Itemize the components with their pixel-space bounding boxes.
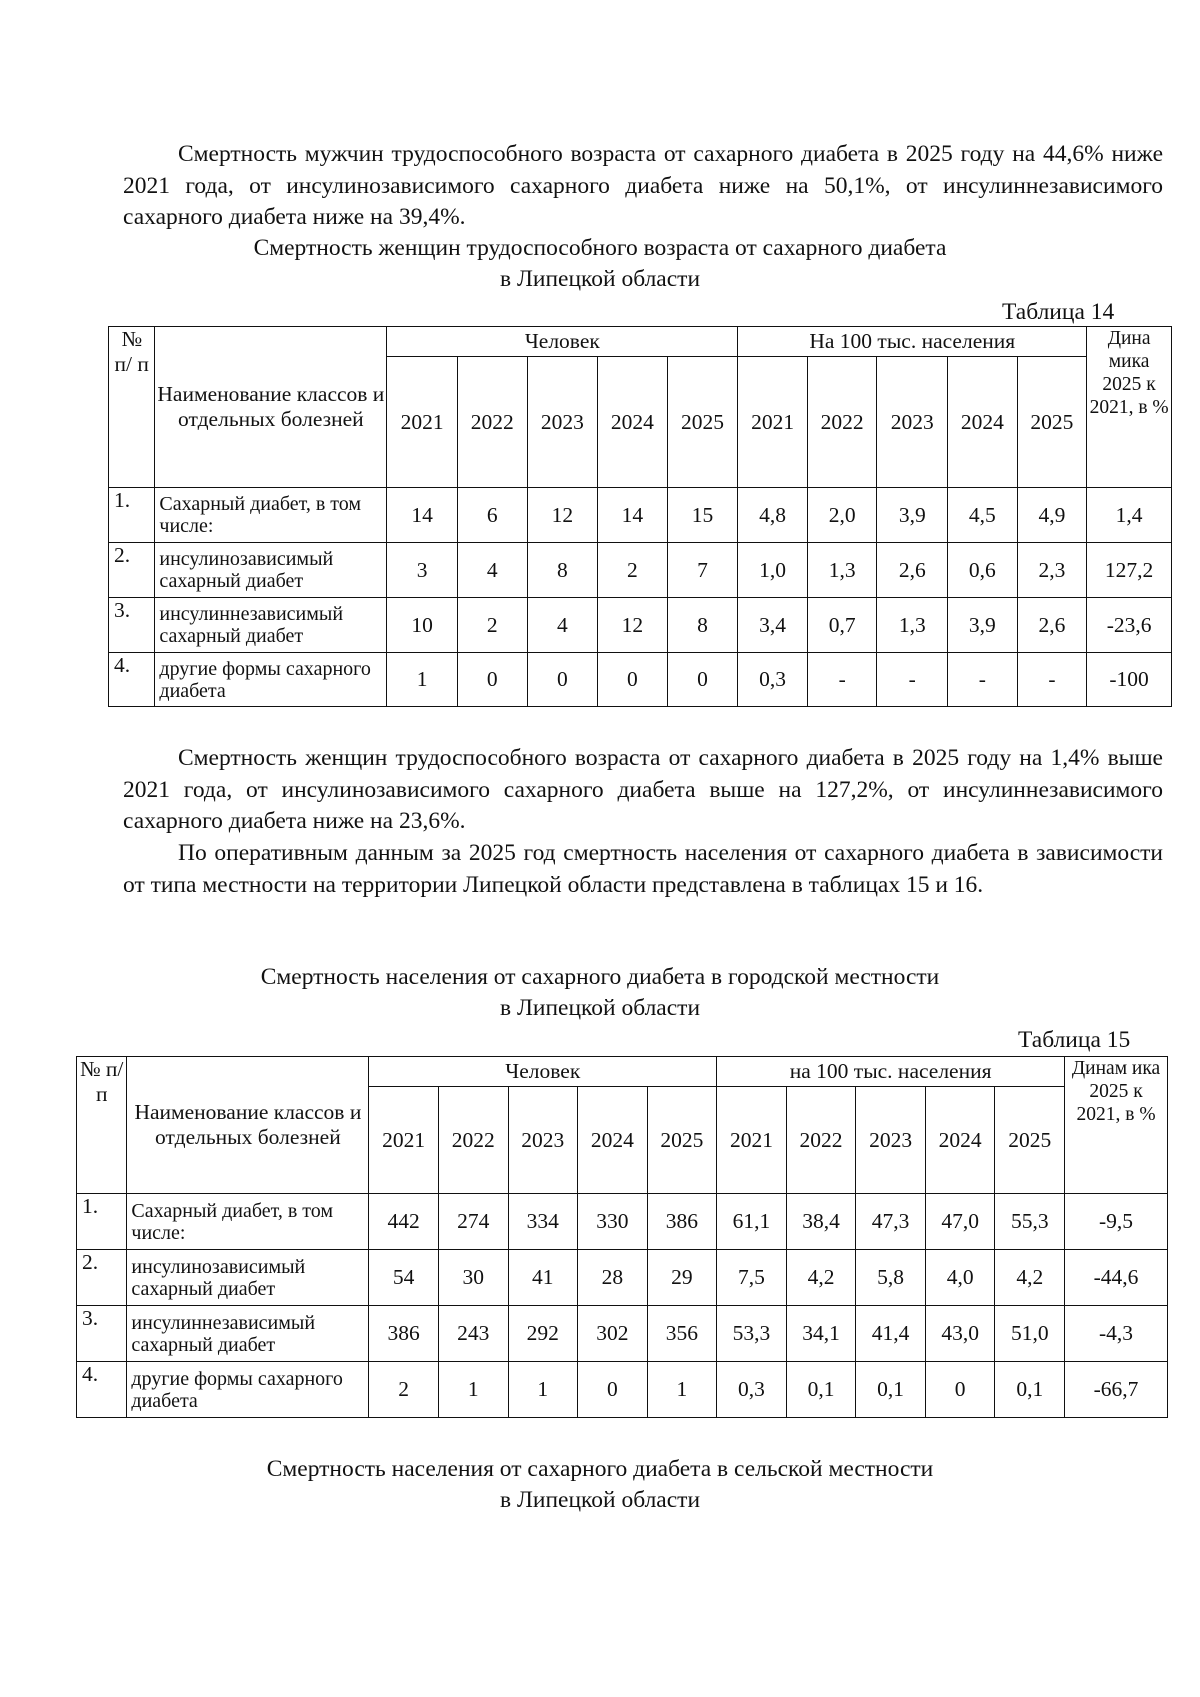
row-name: инсулиннезависимый сахарный диабет — [127, 1306, 369, 1362]
cell-people: 4 — [457, 543, 527, 598]
row-name: другие формы сахарного диабета — [155, 653, 387, 707]
cell-people: 334 — [508, 1194, 578, 1250]
cell-rate: 4,0 — [925, 1250, 995, 1306]
cell-people: 4 — [527, 598, 598, 653]
cell-people: 0 — [527, 653, 598, 707]
table15-caption-line1: Смертность населения от сахарного диабета в городской местности — [260, 964, 940, 990]
table14-header-per100k: На 100 тыс. населения — [738, 327, 1087, 357]
table-row — [77, 1306, 1168, 1362]
cell-dynamics: -44,6 — [1065, 1250, 1168, 1306]
cell-dynamics: -4,3 — [1065, 1306, 1168, 1362]
table14-year-rate: 2021 — [738, 357, 808, 488]
cell-rate: 2,0 — [807, 488, 877, 543]
cell-rate: 0,3 — [717, 1362, 787, 1418]
cell-rate: 0,1 — [995, 1362, 1065, 1418]
row-number: 3. — [109, 598, 155, 653]
table15-year-rate: 2021 — [717, 1087, 787, 1194]
cell-dynamics: -23,6 — [1087, 598, 1172, 653]
table15-year-people: 2025 — [647, 1087, 717, 1194]
cell-rate: 0,1 — [856, 1362, 926, 1418]
table14-label: Таблица 14 — [1002, 299, 1115, 325]
table14-caption-line2: в Липецкой области — [499, 266, 701, 292]
cell-people: 2 — [457, 598, 527, 653]
cell-rate: 51,0 — [995, 1306, 1065, 1362]
cell-rate: 43,0 — [925, 1306, 995, 1362]
cell-people: 0 — [457, 653, 527, 707]
cell-dynamics: -9,5 — [1065, 1194, 1168, 1250]
cell-people: 1 — [647, 1362, 717, 1418]
table-row — [109, 653, 1172, 707]
row-number: 4. — [109, 653, 155, 707]
table15-year-people: 2024 — [578, 1087, 648, 1194]
cell-rate: 1,3 — [807, 543, 877, 598]
cell-people: 330 — [578, 1194, 648, 1250]
cell-people: 274 — [438, 1194, 508, 1250]
cell-people: 1 — [438, 1362, 508, 1418]
table15-year-rate: 2022 — [786, 1087, 856, 1194]
table14-header-dynamics: Дина мика 2025 к 2021, в % — [1087, 327, 1172, 488]
table-row — [77, 1194, 1168, 1250]
cell-people: 1 — [387, 653, 458, 707]
cell-rate: 4,5 — [948, 488, 1018, 543]
cell-rate: 0,7 — [807, 598, 877, 653]
table-row — [109, 488, 1172, 543]
table-row — [77, 1362, 1168, 1418]
cell-rate: 1,3 — [877, 598, 948, 653]
cell-people: 0 — [578, 1362, 648, 1418]
table15-header-dynamics: Динам ика 2025 к 2021, в % — [1065, 1057, 1168, 1194]
table14-year-people: 2022 — [457, 357, 527, 488]
cell-people: 30 — [438, 1250, 508, 1306]
paragraph-women-mortality — [123, 743, 1163, 838]
table-row — [109, 543, 1172, 598]
cell-people: 29 — [647, 1250, 717, 1306]
cell-people: 2 — [598, 543, 668, 598]
row-number: 1. — [109, 488, 155, 543]
table16-caption-line1: Смертность населения от сахарного диабета в сельской местности — [266, 1456, 934, 1482]
row-number: 2. — [77, 1250, 127, 1306]
row-name: инсулиннезависимый сахарный диабет — [155, 598, 387, 653]
table15-header-per100k: на 100 тыс. населения — [717, 1057, 1065, 1087]
cell-people: 10 — [387, 598, 458, 653]
cell-people: 14 — [598, 488, 668, 543]
table15-year-people: 2023 — [508, 1087, 578, 1194]
cell-people: 3 — [387, 543, 458, 598]
table14-year-people: 2023 — [527, 357, 598, 488]
table15-year-people: 2022 — [438, 1087, 508, 1194]
cell-rate: - — [948, 653, 1018, 707]
cell-people: 14 — [387, 488, 458, 543]
table15-label: Таблица 15 — [1018, 1027, 1131, 1053]
cell-people: 15 — [667, 488, 738, 543]
row-name: Сахарный диабет, в том числе: — [127, 1194, 369, 1250]
cell-rate: 5,8 — [856, 1250, 926, 1306]
row-name: Сахарный диабет, в том числе: — [155, 488, 387, 543]
table14-year-rate: 2024 — [948, 357, 1018, 488]
cell-rate: 2,6 — [877, 543, 948, 598]
table14-caption — [0, 233, 1200, 295]
cell-people: 386 — [369, 1306, 439, 1362]
row-number: 1. — [77, 1194, 127, 1250]
cell-dynamics: -66,7 — [1065, 1362, 1168, 1418]
table15-year-rate: 2024 — [925, 1087, 995, 1194]
cell-rate: - — [1017, 653, 1087, 707]
cell-people: 386 — [647, 1194, 717, 1250]
table-row — [77, 1250, 1168, 1306]
cell-rate: 38,4 — [786, 1194, 856, 1250]
paragraph-operational-data — [123, 838, 1163, 901]
cell-rate: 0,6 — [948, 543, 1018, 598]
row-number: 4. — [77, 1362, 127, 1418]
table15-caption-line2: в Липецкой области — [499, 995, 701, 1021]
cell-people: 8 — [667, 598, 738, 653]
cell-rate: 0,3 — [738, 653, 808, 707]
cell-rate: 2,3 — [1017, 543, 1087, 598]
row-number: 3. — [77, 1306, 127, 1362]
cell-people: 7 — [667, 543, 738, 598]
cell-rate: 47,3 — [856, 1194, 926, 1250]
cell-people: 302 — [578, 1306, 648, 1362]
table14-year-people: 2021 — [387, 357, 458, 488]
cell-rate: 3,9 — [948, 598, 1018, 653]
cell-people: 41 — [508, 1250, 578, 1306]
paragraph-men-mortality — [123, 139, 1163, 234]
table14 — [108, 326, 1172, 707]
row-name: инсулинозависимый сахарный диабет — [155, 543, 387, 598]
table15-year-rate: 2025 — [995, 1087, 1065, 1194]
cell-rate: 4,8 — [738, 488, 808, 543]
cell-rate: 61,1 — [717, 1194, 787, 1250]
table14-year-rate: 2023 — [877, 357, 948, 488]
table-row — [109, 598, 1172, 653]
cell-dynamics: 1,4 — [1087, 488, 1172, 543]
cell-rate: 47,0 — [925, 1194, 995, 1250]
cell-rate: 0 — [925, 1362, 995, 1418]
cell-people: 12 — [598, 598, 668, 653]
cell-people: 2 — [369, 1362, 439, 1418]
table15-header-people: Человек — [369, 1057, 717, 1087]
cell-rate: 34,1 — [786, 1306, 856, 1362]
table16-caption — [0, 1454, 1200, 1516]
cell-people: 0 — [667, 653, 738, 707]
cell-rate: 0,1 — [786, 1362, 856, 1418]
table15-caption — [0, 962, 1200, 1024]
cell-rate: 7,5 — [717, 1250, 787, 1306]
cell-people: 8 — [527, 543, 598, 598]
cell-rate: 3,9 — [877, 488, 948, 543]
row-name: другие формы сахарного диабета — [127, 1362, 369, 1418]
table15-header-name: Наименование классов и отдельных болезней — [127, 1057, 369, 1194]
cell-rate: 1,0 — [738, 543, 808, 598]
cell-rate: 4,9 — [1017, 488, 1087, 543]
table15-year-people: 2021 — [369, 1087, 439, 1194]
row-name: инсулинозависимый сахарный диабет — [127, 1250, 369, 1306]
cell-rate: 41,4 — [856, 1306, 926, 1362]
cell-dynamics: 127,2 — [1087, 543, 1172, 598]
table15-year-rate: 2023 — [856, 1087, 926, 1194]
cell-people: 6 — [457, 488, 527, 543]
row-number: 2. — [109, 543, 155, 598]
cell-dynamics: -100 — [1087, 653, 1172, 707]
cell-people: 12 — [527, 488, 598, 543]
table14-caption-line1: Смертность женщин трудоспособного возраста от сахарного диабета — [253, 235, 947, 261]
table14-header-name: Наименование классов и отдельных болезней — [155, 327, 387, 488]
table16-caption-line2: в Липецкой области — [499, 1487, 701, 1513]
cell-rate: - — [877, 653, 948, 707]
paragraph-operational-data-text: По оперативным данным за 2025 год смертность населения от сахарного диабета в зависимости от типа местности на территории Липецкой области представлена в таблицах 15 и 16. — [123, 840, 1163, 898]
cell-rate: 55,3 — [995, 1194, 1065, 1250]
cell-people: 442 — [369, 1194, 439, 1250]
table14-header-num: № п/ п — [109, 327, 155, 488]
cell-rate: 4,2 — [995, 1250, 1065, 1306]
cell-rate: 4,2 — [786, 1250, 856, 1306]
cell-people: 292 — [508, 1306, 578, 1362]
cell-rate: - — [807, 653, 877, 707]
cell-people: 0 — [598, 653, 668, 707]
table15-header-num: № п/ п — [77, 1057, 127, 1194]
cell-rate: 2,6 — [1017, 598, 1087, 653]
paragraph-women-mortality-text: Смертность женщин трудоспособного возраста от сахарного диабета в 2025 году на 1,4% выше 2021 года, от инсулинозависимого сахарного диабета выше на 127,2%, от инсулиннезависимого сахарного диабета ниже на 23,6%. — [123, 745, 1163, 834]
cell-people: 54 — [369, 1250, 439, 1306]
cell-people: 28 — [578, 1250, 648, 1306]
cell-people: 243 — [438, 1306, 508, 1362]
table15 — [76, 1056, 1168, 1418]
cell-rate: 53,3 — [717, 1306, 787, 1362]
table14-header-people: Человек — [387, 327, 738, 357]
table14-year-people: 2024 — [598, 357, 668, 488]
table14-year-rate: 2022 — [807, 357, 877, 488]
cell-people: 356 — [647, 1306, 717, 1362]
cell-rate: 3,4 — [738, 598, 808, 653]
paragraph-men-mortality-text: Смертность мужчин трудоспособного возраста от сахарного диабета в 2025 году на 44,6% ниже 2021 года, от инсулинозависимого сахарного диабета ниже на 50,1%, от инсулиннезависимого сахарного диабета ниже на 39,4%. — [123, 141, 1163, 230]
table14-year-people: 2025 — [667, 357, 738, 488]
table14-year-rate: 2025 — [1017, 357, 1087, 488]
cell-people: 1 — [508, 1362, 578, 1418]
